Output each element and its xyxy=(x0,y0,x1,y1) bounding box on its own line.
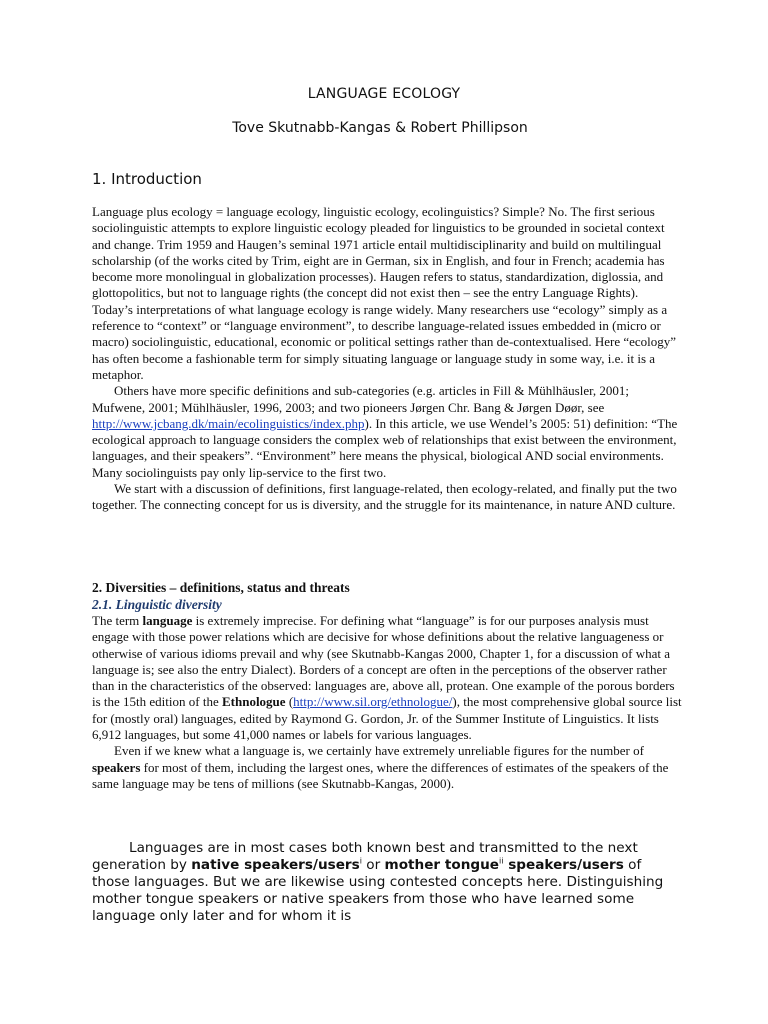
term-speakers-users-bold: speakers/users xyxy=(503,857,624,873)
diversity-p3-text-c: of those languages. But we are likewise using contested concepts here. Distinguishing mother tongue speakers or native speakers from those who have learned some language only later and for whom it is xyxy=(92,857,664,924)
diversity-p1-text-c: ( xyxy=(285,694,294,710)
diversity-p1-text-b: is extremely imprecise. For defining what “language” is for our purposes analysis must engage with those power relations which are decisive for whose definitions about the relative languageness or otherwise of various idioms prevail and why (see Skutnabb-Kangas 2000, Chapter 1, for a discussion of what a language is; see also the entry Dialect). Borders of a concept are often in the perceptions of the observer rather than in the characteristics of the observed: languages are, above all, protean. One example of the porous borders is the 15th edition of the xyxy=(92,613,675,710)
intro-paragraph-2-text-b: ). In this article, we use Wendel’s 2005: 51) definition: “The ecological approach to language considers the complex web of relationships that exist between the environment, languages, and their speakers”. “Environment” here means the physical, biological AND social environments. Many sociolinguists pay only lip-service to the first two. xyxy=(92,415,678,480)
intro-paragraph-1: Language plus ecology = language ecology, linguistic ecology, ecolinguistics? Simple? No. The first serious sociolinguistic attempts to explore linguistic ecology pleaded for linguistics to be grounded in societal context and change. Trim 1959 and Haugen’s seminal 1971 article entail multidisciplinarity and build on multilingual scholarship (of the works cited by Trim, eight are in German, six in English, and four in French; academia has become more monolingual in globalization processes). Haugen refers to status, standardization, diglossia, and glottopolitics, but not to language rights (the concept did not exist then – see the entry Language Rights). Today’s interpretations of what language ecology is range widely. Many researchers use “ecology” simply as a reference to “context” or “language environment”, to describe language-related issues embedded in (micro or macro) sociolinguistic, educational, economic or political settings rather than de-contextualised. Here “ecology” has often become a fashionable term for simply situating language or language study in some way, i.e. it is a metaphor. xyxy=(92,204,677,382)
diversity-p2-text-b: for most of them, including the largest ones, where the differences of estimates of the speakers of the same language may be tens of millions (see Skutnabb-Kangas, 2000). xyxy=(92,759,669,791)
footnote-ref-ii[interactable]: ii xyxy=(499,856,504,866)
ethnologue-link[interactable]: http://www.sil.org/ethnologue/ xyxy=(293,694,453,710)
document-authors: Tove Skutnabb-Kangas & Robert Phillipson xyxy=(232,120,528,136)
jcbang-link[interactable]: http://www.jcbang.dk/main/ecolinguistics/index.php xyxy=(92,415,365,431)
diversity-p3-text-a: Languages are in most cases both known best and transmitted to the next generation by xyxy=(92,840,638,873)
term-speakers-bold: speakers xyxy=(92,759,141,775)
introduction-body xyxy=(92,204,682,514)
diversity-paragraph-1 xyxy=(92,613,682,743)
diversity-p1-text-d: ), the most comprehensive global source list for (mostly oral) languages, edited by Raymond G. Gordon, Jr. of the Summer Institute of Linguistics. It lists 6,912 languages, but some 41,000 names or labels for various languages. xyxy=(92,694,682,743)
diversity-p3-text-b: or xyxy=(361,857,385,873)
intro-paragraph-2-text-a: Others have more specific definitions and sub-categories (e.g. articles in Fill & Mühlhäusler, 2001; Mufwene, 2001; Mühlhäusler, 1996, 2003; and two pioneers Jørgen Chr. Bang & Jørgen Døør, see xyxy=(92,383,630,415)
section-heading-introduction: 1. Introduction xyxy=(92,170,202,188)
intro-paragraph-2 xyxy=(92,383,682,481)
diversity-p1-text-a: The term xyxy=(92,613,143,628)
diversity-paragraph-2 xyxy=(92,743,682,792)
diversity-body xyxy=(92,613,682,792)
diversity-p2-text-a: Even if we knew what a language is, we certainly have extremely unreliable figures for the number of xyxy=(114,743,644,759)
intro-paragraph-3: We start with a discussion of definitions, first language-related, then ecology-related, and finally put the two together. The connecting concept for us is diversity, and the struggle for its maintenance, in nature AND culture. xyxy=(92,481,677,513)
term-mother-tongue-bold: mother tongue xyxy=(384,857,500,873)
section-heading-diversities: 2. Diversities – definitions, status and threats xyxy=(92,580,350,595)
term-ethnologue-bold: Ethnologue xyxy=(221,694,286,710)
document-title: LANGUAGE ECOLOGY xyxy=(307,86,461,102)
term-native-speakers-bold: native speakers/users xyxy=(191,857,360,873)
diversity-paragraph-3 xyxy=(92,840,682,925)
term-language-bold: language xyxy=(142,613,193,628)
subsection-heading-linguistic-diversity: 2.1. Linguistic diversity xyxy=(92,597,222,612)
footnote-ref-i[interactable]: i xyxy=(359,856,362,866)
